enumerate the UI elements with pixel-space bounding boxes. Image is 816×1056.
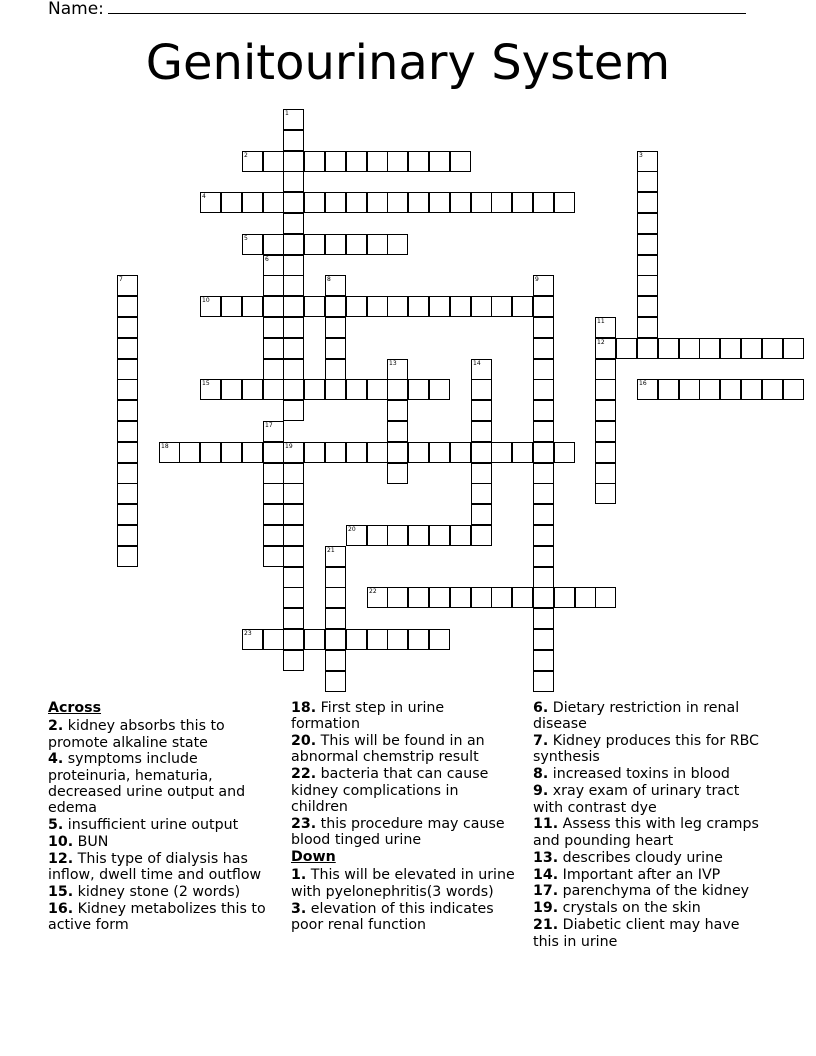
clue-item: 23. this procedure may cause blood tinged urine	[291, 815, 505, 849]
grid-cell[interactable]	[720, 379, 741, 400]
grid-cell[interactable]	[346, 629, 367, 650]
grid-cell[interactable]	[471, 504, 492, 525]
grid-cell[interactable]	[429, 296, 450, 317]
grid-cell[interactable]	[117, 442, 138, 463]
grid-cell[interactable]	[221, 296, 242, 317]
grid-cell[interactable]	[450, 192, 471, 213]
grid-cell[interactable]	[200, 192, 221, 213]
grid-cell[interactable]	[283, 525, 304, 546]
grid-cell[interactable]	[283, 483, 304, 504]
grid-cell[interactable]	[720, 338, 741, 359]
grid-cell[interactable]	[117, 359, 138, 380]
grid-cell[interactable]	[387, 525, 408, 546]
grid-cell[interactable]	[346, 379, 367, 400]
grid-cell[interactable]	[554, 587, 575, 608]
grid-cell[interactable]	[387, 192, 408, 213]
grid-cell[interactable]	[658, 338, 679, 359]
grid-cell[interactable]	[387, 442, 408, 463]
grid-cell[interactable]	[367, 587, 388, 608]
clue-item: 12. This type of dialysis has inflow, dwell time and outflow	[48, 851, 262, 884]
grid-cell[interactable]	[200, 379, 221, 400]
grid-cell[interactable]	[242, 629, 263, 650]
cell-number: 7	[119, 276, 123, 283]
grid-cell[interactable]	[283, 275, 304, 296]
grid-cell[interactable]	[367, 192, 388, 213]
grid-cell[interactable]	[263, 442, 284, 463]
cell-number: 17	[265, 422, 273, 429]
grid-cell[interactable]	[263, 255, 284, 276]
grid-cell[interactable]	[637, 151, 658, 172]
cell-number: 6	[265, 256, 269, 263]
cell-number: 19	[285, 443, 293, 450]
clue-item: 6. Dietary restriction in renal disease	[533, 700, 740, 733]
grid-cell[interactable]	[491, 442, 512, 463]
grid-cell[interactable]	[367, 151, 388, 172]
grid-cell[interactable]	[346, 192, 367, 213]
grid-cell[interactable]	[554, 442, 575, 463]
grid-cell[interactable]	[325, 442, 346, 463]
cell-number: 1	[285, 110, 289, 117]
grid-cell[interactable]	[263, 192, 284, 213]
grid-cell[interactable]	[283, 234, 304, 255]
grid-cell[interactable]	[429, 525, 450, 546]
name-label: Name:	[48, 0, 104, 19]
grid-cell[interactable]	[263, 463, 284, 484]
grid-cell[interactable]	[595, 338, 616, 359]
grid-cell[interactable]	[387, 587, 408, 608]
grid-cell[interactable]	[450, 442, 471, 463]
grid-cell[interactable]	[533, 421, 554, 442]
grid-cell[interactable]	[533, 650, 554, 671]
grid-cell[interactable]	[533, 567, 554, 588]
grid-cell[interactable]	[783, 379, 804, 400]
grid-cell[interactable]	[471, 400, 492, 421]
grid-cell[interactable]	[533, 671, 554, 692]
grid-cell[interactable]	[346, 296, 367, 317]
cell-number: 15	[202, 380, 210, 387]
grid-cell[interactable]	[450, 525, 471, 546]
grid-cell[interactable]	[117, 379, 138, 400]
grid-cell[interactable]	[595, 421, 616, 442]
grid-cell[interactable]	[325, 359, 346, 380]
grid-cell[interactable]	[595, 587, 616, 608]
grid-cell[interactable]	[533, 296, 554, 317]
grid-cell[interactable]	[325, 608, 346, 629]
grid-cell[interactable]	[429, 587, 450, 608]
grid-cell[interactable]	[533, 379, 554, 400]
grid-cell[interactable]	[117, 317, 138, 338]
grid-cell[interactable]	[595, 483, 616, 504]
clue-item: 1. This will be elevated in urine with pyelonephritis(3 words)	[291, 867, 515, 900]
grid-cell[interactable]	[117, 463, 138, 484]
cell-number: 11	[597, 318, 605, 325]
grid-cell[interactable]	[408, 629, 429, 650]
grid-cell[interactable]	[304, 379, 325, 400]
grid-cell[interactable]	[283, 400, 304, 421]
grid-cell[interactable]	[263, 629, 284, 650]
cell-number: 18	[161, 443, 169, 450]
grid-cell[interactable]	[325, 629, 346, 650]
grid-cell[interactable]	[595, 442, 616, 463]
name-underline[interactable]	[108, 0, 746, 14]
grid-cell[interactable]	[283, 650, 304, 671]
grid-cell[interactable]	[283, 463, 304, 484]
grid-cell[interactable]	[637, 255, 658, 276]
grid-cell[interactable]	[533, 463, 554, 484]
grid-cell[interactable]	[533, 359, 554, 380]
grid-cell[interactable]	[346, 234, 367, 255]
grid-cell[interactable]	[117, 504, 138, 525]
grid-cell[interactable]	[471, 359, 492, 380]
grid-cell[interactable]	[471, 192, 492, 213]
grid-cell[interactable]	[179, 442, 200, 463]
clue-item: 10. BUN	[48, 834, 109, 851]
grid-cell[interactable]	[471, 379, 492, 400]
grid-cell[interactable]	[533, 400, 554, 421]
grid-cell[interactable]	[637, 275, 658, 296]
cell-number: 8	[327, 276, 331, 283]
cell-number: 22	[369, 588, 377, 595]
grid-cell[interactable]	[283, 213, 304, 234]
grid-cell[interactable]	[221, 442, 242, 463]
grid-cell[interactable]	[117, 525, 138, 546]
grid-cell[interactable]	[325, 151, 346, 172]
grid-cell[interactable]	[471, 421, 492, 442]
grid-cell[interactable]	[325, 379, 346, 400]
grid-cell[interactable]	[283, 171, 304, 192]
grid-cell[interactable]	[263, 234, 284, 255]
grid-cell[interactable]	[595, 359, 616, 380]
grid-cell[interactable]	[304, 151, 325, 172]
grid-cell[interactable]	[533, 587, 554, 608]
grid-cell[interactable]	[242, 192, 263, 213]
grid-cell[interactable]	[283, 359, 304, 380]
grid-cell[interactable]	[408, 379, 429, 400]
clue-item: 8. increased toxins in blood	[533, 766, 730, 783]
grid-cell[interactable]	[283, 379, 304, 400]
grid-cell[interactable]	[200, 296, 221, 317]
grid-cell[interactable]	[387, 151, 408, 172]
grid-cell[interactable]	[450, 296, 471, 317]
grid-cell[interactable]	[263, 525, 284, 546]
grid-cell[interactable]	[263, 338, 284, 359]
cell-number: 3	[639, 152, 643, 159]
grid-cell[interactable]	[283, 587, 304, 608]
grid-cell[interactable]	[429, 192, 450, 213]
grid-cell[interactable]	[595, 400, 616, 421]
page-title: Genitourinary System	[145, 35, 671, 91]
grid-cell[interactable]	[783, 338, 804, 359]
grid-cell[interactable]	[533, 525, 554, 546]
grid-cell[interactable]	[762, 338, 783, 359]
grid-cell[interactable]	[117, 296, 138, 317]
cell-number: 16	[639, 380, 647, 387]
clue-item: 20. This will be found in an abnormal chemstrip result	[291, 733, 485, 766]
grid-cell[interactable]	[263, 546, 284, 567]
grid-cell[interactable]	[367, 296, 388, 317]
down-clues-part-1	[291, 867, 515, 933]
grid-cell[interactable]	[221, 192, 242, 213]
grid-cell[interactable]	[283, 192, 304, 213]
grid-cell[interactable]	[533, 504, 554, 525]
grid-cell[interactable]	[304, 192, 325, 213]
grid-cell[interactable]	[283, 338, 304, 359]
grid-cell[interactable]	[263, 151, 284, 172]
grid-cell[interactable]	[762, 379, 783, 400]
grid-cell[interactable]	[512, 442, 533, 463]
grid-cell[interactable]	[741, 338, 762, 359]
grid-cell[interactable]	[117, 400, 138, 421]
clue-item: 13. describes cloudy urine	[533, 849, 723, 866]
grid-cell[interactable]	[637, 234, 658, 255]
grid-cell[interactable]	[283, 255, 304, 276]
grid-cell[interactable]	[429, 629, 450, 650]
grid-cell[interactable]	[242, 442, 263, 463]
cell-number: 20	[348, 526, 356, 533]
grid-cell[interactable]	[595, 317, 616, 338]
grid-cell[interactable]	[595, 463, 616, 484]
grid-cell[interactable]	[242, 151, 263, 172]
grid-cell[interactable]	[159, 442, 180, 463]
clues-column-2	[291, 700, 515, 934]
grid-cell[interactable]	[637, 317, 658, 338]
grid-cell[interactable]	[637, 338, 658, 359]
grid-cell[interactable]	[325, 567, 346, 588]
grid-cell[interactable]	[387, 421, 408, 442]
grid-cell[interactable]	[346, 151, 367, 172]
grid-cell[interactable]	[325, 587, 346, 608]
grid-cell[interactable]	[658, 379, 679, 400]
grid-cell[interactable]	[117, 421, 138, 442]
across-header: Across	[48, 700, 102, 716]
grid-cell[interactable]	[263, 421, 284, 442]
grid-cell[interactable]	[304, 629, 325, 650]
grid-cell[interactable]	[283, 109, 304, 130]
grid-cell[interactable]	[699, 338, 720, 359]
clue-item: 4. symptoms include proteinuria, hematuria, decreased urine output and edema	[48, 751, 246, 817]
grid-cell[interactable]	[242, 296, 263, 317]
grid-cell[interactable]	[283, 317, 304, 338]
cell-number: 14	[473, 360, 481, 367]
grid-cell[interactable]	[387, 234, 408, 255]
grid-cell[interactable]	[283, 296, 304, 317]
grid-cell[interactable]	[325, 317, 346, 338]
grid-cell[interactable]	[533, 317, 554, 338]
clue-item: 7. Kidney produces this for RBC synthesis	[533, 733, 759, 766]
clue-item: 22. bacteria that can cause kidney complications in children	[291, 766, 489, 815]
clue-item: 21. Diabetic client may have this in urine	[533, 917, 740, 950]
name-field[interactable]	[48, 0, 746, 19]
grid-cell[interactable]	[408, 192, 429, 213]
clue-item: 3. elevation of this indicates poor renal function	[291, 900, 494, 933]
grid-cell[interactable]	[387, 463, 408, 484]
grid-cell[interactable]	[429, 379, 450, 400]
grid-cell[interactable]	[408, 525, 429, 546]
grid-cell[interactable]	[242, 234, 263, 255]
grid-cell[interactable]	[117, 483, 138, 504]
cell-number: 9	[535, 276, 539, 283]
grid-cell[interactable]	[367, 379, 388, 400]
grid-cell[interactable]	[616, 338, 637, 359]
grid-cell[interactable]	[387, 379, 408, 400]
grid-cell[interactable]	[408, 151, 429, 172]
clue-item: 2. kidney absorbs this to promote alkaline state	[48, 718, 225, 751]
grid-cell[interactable]	[346, 525, 367, 546]
across-clues-part-1	[48, 718, 280, 933]
grid-cell[interactable]	[595, 379, 616, 400]
grid-cell[interactable]	[200, 442, 221, 463]
grid-cell[interactable]	[471, 296, 492, 317]
grid-cell[interactable]	[637, 171, 658, 192]
grid-cell[interactable]	[387, 359, 408, 380]
clue-item: 9. xray exam of urinary tract with contrast dye	[533, 783, 740, 816]
grid-cell[interactable]	[367, 629, 388, 650]
grid-cell[interactable]	[283, 546, 304, 567]
grid-cell[interactable]	[533, 483, 554, 504]
grid-cell[interactable]	[221, 379, 242, 400]
grid-cell[interactable]	[408, 587, 429, 608]
grid-cell[interactable]	[637, 379, 658, 400]
grid-cell[interactable]	[741, 379, 762, 400]
grid-cell[interactable]	[450, 587, 471, 608]
clue-item: 11. Assess this with leg cramps and pounding heart	[533, 816, 759, 849]
grid-cell[interactable]	[325, 275, 346, 296]
cell-number: 23	[244, 630, 252, 637]
grid-cell[interactable]	[283, 608, 304, 629]
grid-cell[interactable]	[533, 192, 554, 213]
grid-cell[interactable]	[575, 587, 596, 608]
grid-cell[interactable]	[637, 213, 658, 234]
grid-cell[interactable]	[367, 234, 388, 255]
grid-cell[interactable]	[491, 192, 512, 213]
grid-cell[interactable]	[283, 130, 304, 151]
grid-cell[interactable]	[283, 567, 304, 588]
clue-item: 5. insufficient urine output	[48, 817, 239, 834]
grid-cell[interactable]	[263, 379, 284, 400]
cell-number: 13	[389, 360, 397, 367]
grid-cell[interactable]	[263, 359, 284, 380]
grid-cell[interactable]	[263, 275, 284, 296]
grid-cell[interactable]	[117, 546, 138, 567]
cell-number: 12	[597, 339, 605, 346]
grid-cell[interactable]	[471, 587, 492, 608]
cell-number: 4	[202, 193, 206, 200]
grid-cell[interactable]	[408, 442, 429, 463]
cell-number: 21	[327, 547, 335, 554]
clue-item: 19. crystals on the skin	[533, 900, 701, 917]
grid-cell[interactable]	[533, 442, 554, 463]
grid-cell[interactable]	[699, 379, 720, 400]
grid-cell[interactable]	[471, 525, 492, 546]
grid-cell[interactable]	[325, 546, 346, 567]
grid-cell[interactable]	[679, 379, 700, 400]
grid-cell[interactable]	[491, 296, 512, 317]
clues-column-1	[48, 700, 280, 934]
grid-cell[interactable]	[637, 296, 658, 317]
grid-cell[interactable]	[304, 296, 325, 317]
cell-number: 10	[202, 297, 210, 304]
clue-item: 16. Kidney metabolizes this to active form	[48, 901, 266, 934]
clue-item: 18. First step in urine formation	[291, 700, 445, 733]
grid-cell[interactable]	[263, 317, 284, 338]
grid-cell[interactable]	[367, 525, 388, 546]
grid-cell[interactable]	[325, 234, 346, 255]
grid-cell[interactable]	[533, 275, 554, 296]
cell-number: 5	[244, 235, 248, 242]
grid-cell[interactable]	[471, 442, 492, 463]
clue-item: 15. kidney stone (2 words)	[48, 884, 241, 901]
grid-cell[interactable]	[491, 587, 512, 608]
grid-cell[interactable]	[533, 546, 554, 567]
grid-cell[interactable]	[471, 463, 492, 484]
grid-cell[interactable]	[117, 338, 138, 359]
grid-cell[interactable]	[325, 338, 346, 359]
grid-cell[interactable]	[263, 483, 284, 504]
grid-cell[interactable]	[117, 275, 138, 296]
across-clues-part-2	[291, 700, 515, 848]
grid-cell[interactable]	[512, 296, 533, 317]
grid-cell[interactable]	[533, 608, 554, 629]
grid-cell[interactable]	[325, 192, 346, 213]
grid-cell[interactable]	[263, 504, 284, 525]
grid-cell[interactable]	[533, 338, 554, 359]
grid-cell[interactable]	[450, 151, 471, 172]
clue-item: 14. Important after an IVP	[533, 866, 721, 883]
grid-cell[interactable]	[325, 296, 346, 317]
grid-cell[interactable]	[471, 483, 492, 504]
grid-cell[interactable]	[408, 296, 429, 317]
grid-cell[interactable]	[304, 234, 325, 255]
down-clues-part-2	[533, 700, 765, 950]
grid-cell[interactable]	[554, 192, 575, 213]
clue-item: 17. parenchyma of the kidney	[533, 883, 750, 900]
grid-cell[interactable]	[429, 151, 450, 172]
grid-cell[interactable]	[242, 379, 263, 400]
grid-cell[interactable]	[283, 629, 304, 650]
grid-cell[interactable]	[387, 400, 408, 421]
grid-cell[interactable]	[304, 442, 325, 463]
cell-number: 2	[244, 152, 248, 159]
grid-cell[interactable]	[283, 504, 304, 525]
grid-cell[interactable]	[533, 629, 554, 650]
grid-cell[interactable]	[512, 587, 533, 608]
grid-cell[interactable]	[387, 296, 408, 317]
grid-cell[interactable]	[367, 442, 388, 463]
grid-cell[interactable]	[263, 296, 284, 317]
grid-cell[interactable]	[325, 671, 346, 692]
grid-cell[interactable]	[387, 629, 408, 650]
down-header: Down	[291, 849, 336, 866]
grid-cell[interactable]	[679, 338, 700, 359]
grid-cell[interactable]	[325, 650, 346, 671]
grid-cell[interactable]	[283, 442, 304, 463]
grid-cell[interactable]	[637, 192, 658, 213]
grid-cell[interactable]	[283, 151, 304, 172]
clues-column-3	[533, 700, 765, 950]
grid-cell[interactable]	[512, 192, 533, 213]
grid-cell[interactable]	[429, 442, 450, 463]
grid-cell[interactable]	[346, 442, 367, 463]
